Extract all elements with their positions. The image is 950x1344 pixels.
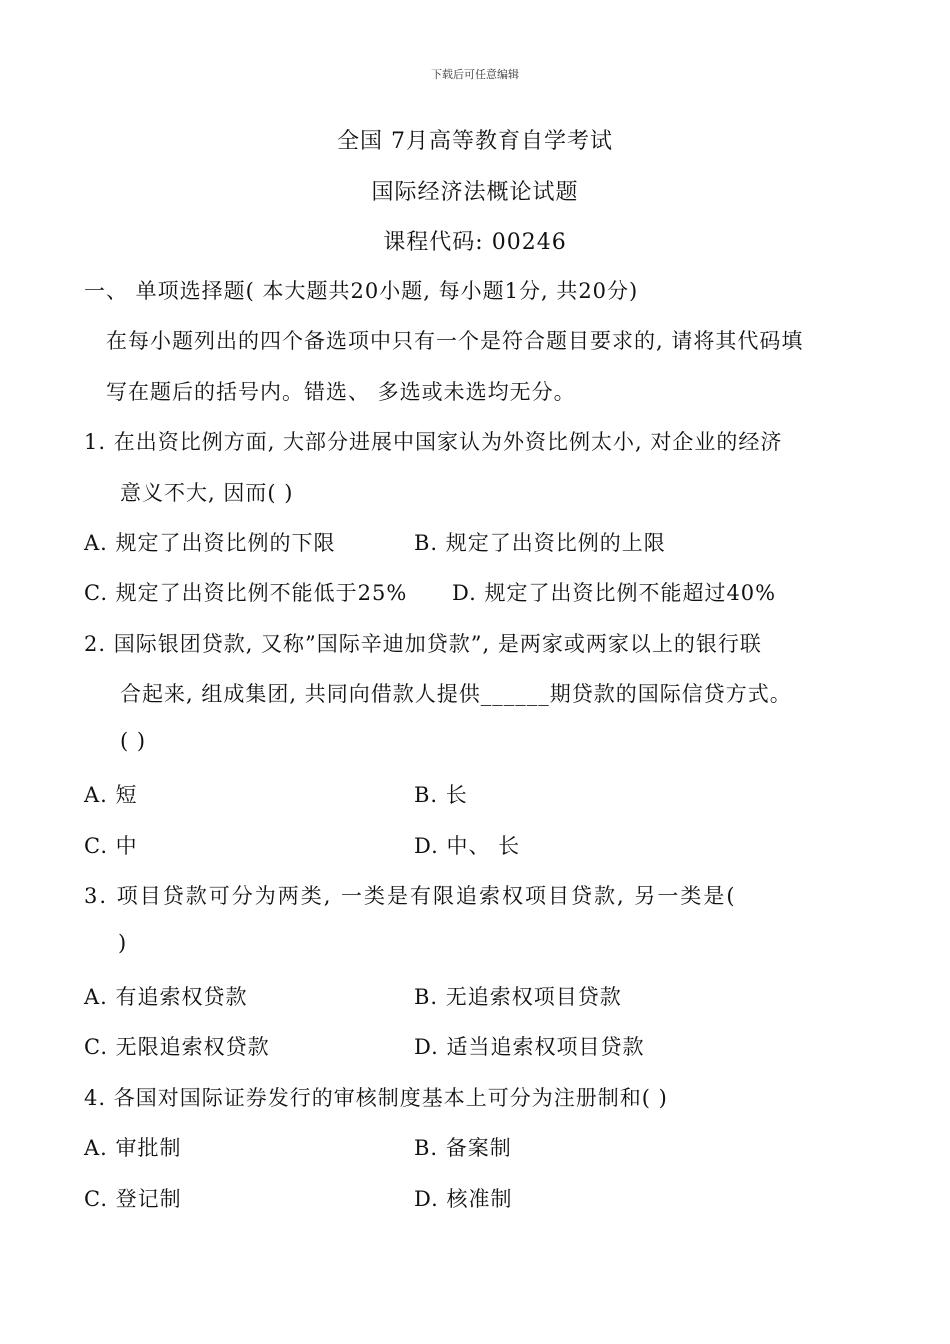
question-4-option-a: A. 审批制 (84, 1136, 182, 1160)
question-2-text-cont: 合起来, 组成集团, 共同向借款人提供______期贷款的国际信贷方式。 (120, 682, 792, 706)
question-3-option-c: C. 无限追索权贷款 (84, 1035, 270, 1059)
question-1-text: 1. 在出资比例方面, 大部分进展中国家认为外资比例太小, 对企业的经济 (84, 430, 783, 454)
question-3-option-a: A. 有追索权贷款 (84, 985, 248, 1009)
question-4-option-d: D. 核准制 (414, 1187, 513, 1211)
exam-title: 全国 7月高等教育自学考试 (337, 129, 613, 154)
question-3-option-d: D. 适当追索权项目贷款 (414, 1035, 645, 1059)
question-1-text-cont: 意义不大, 因而( ) (120, 481, 294, 505)
section-heading: 一、 单项选择题( 本大题共20小题, 每小题1分, 共20分) (84, 279, 639, 303)
subject-title: 国际经济法概论试题 (371, 180, 579, 205)
question-2-text: 2. 国际银团贷款, 又称”国际辛迪加贷款”, 是两家或两家以上的银行联 (84, 632, 762, 656)
question-2-option-a: A. 短 (84, 783, 138, 807)
question-4-option-b: B. 备案制 (414, 1136, 512, 1160)
watermark-text: 下载后可任意编辑 (431, 68, 519, 81)
question-2-option-b: B. 长 (414, 783, 468, 807)
question-3-option-b: B. 无追索权项目贷款 (414, 985, 622, 1009)
course-code: 课程代码: 00246 (383, 230, 567, 255)
instruction-line-1: 在每小题列出的四个备选项中只有一个是符合题目要求的, 请将其代码填 (106, 329, 804, 353)
instruction-line-2: 写在题后的括号内。错选、 多选或未选均无分。 (106, 380, 576, 404)
question-1-option-a: A. 规定了出资比例的下限 (84, 531, 336, 555)
question-4-text: 4. 各国对国际证券发行的审核制度基本上可分为注册制和( ) (84, 1086, 668, 1110)
question-2-option-c: C. 中 (84, 834, 138, 858)
question-3-text: 3. 项目贷款可分为两类, 一类是有限追索权项目贷款, 另一类是( (84, 884, 737, 908)
question-1-option-c: C. 规定了出资比例不能低于25% (84, 581, 408, 605)
question-1-option-d: D. 规定了出资比例不能超过40% (452, 581, 777, 605)
question-2-answer-blank: ( ) (120, 729, 147, 753)
question-2-option-d: D. 中、 长 (414, 834, 521, 858)
question-3-text-cont: ) (118, 931, 128, 955)
question-4-option-c: C. 登记制 (84, 1187, 182, 1211)
question-1-option-b: B. 规定了出资比例的上限 (414, 531, 666, 555)
